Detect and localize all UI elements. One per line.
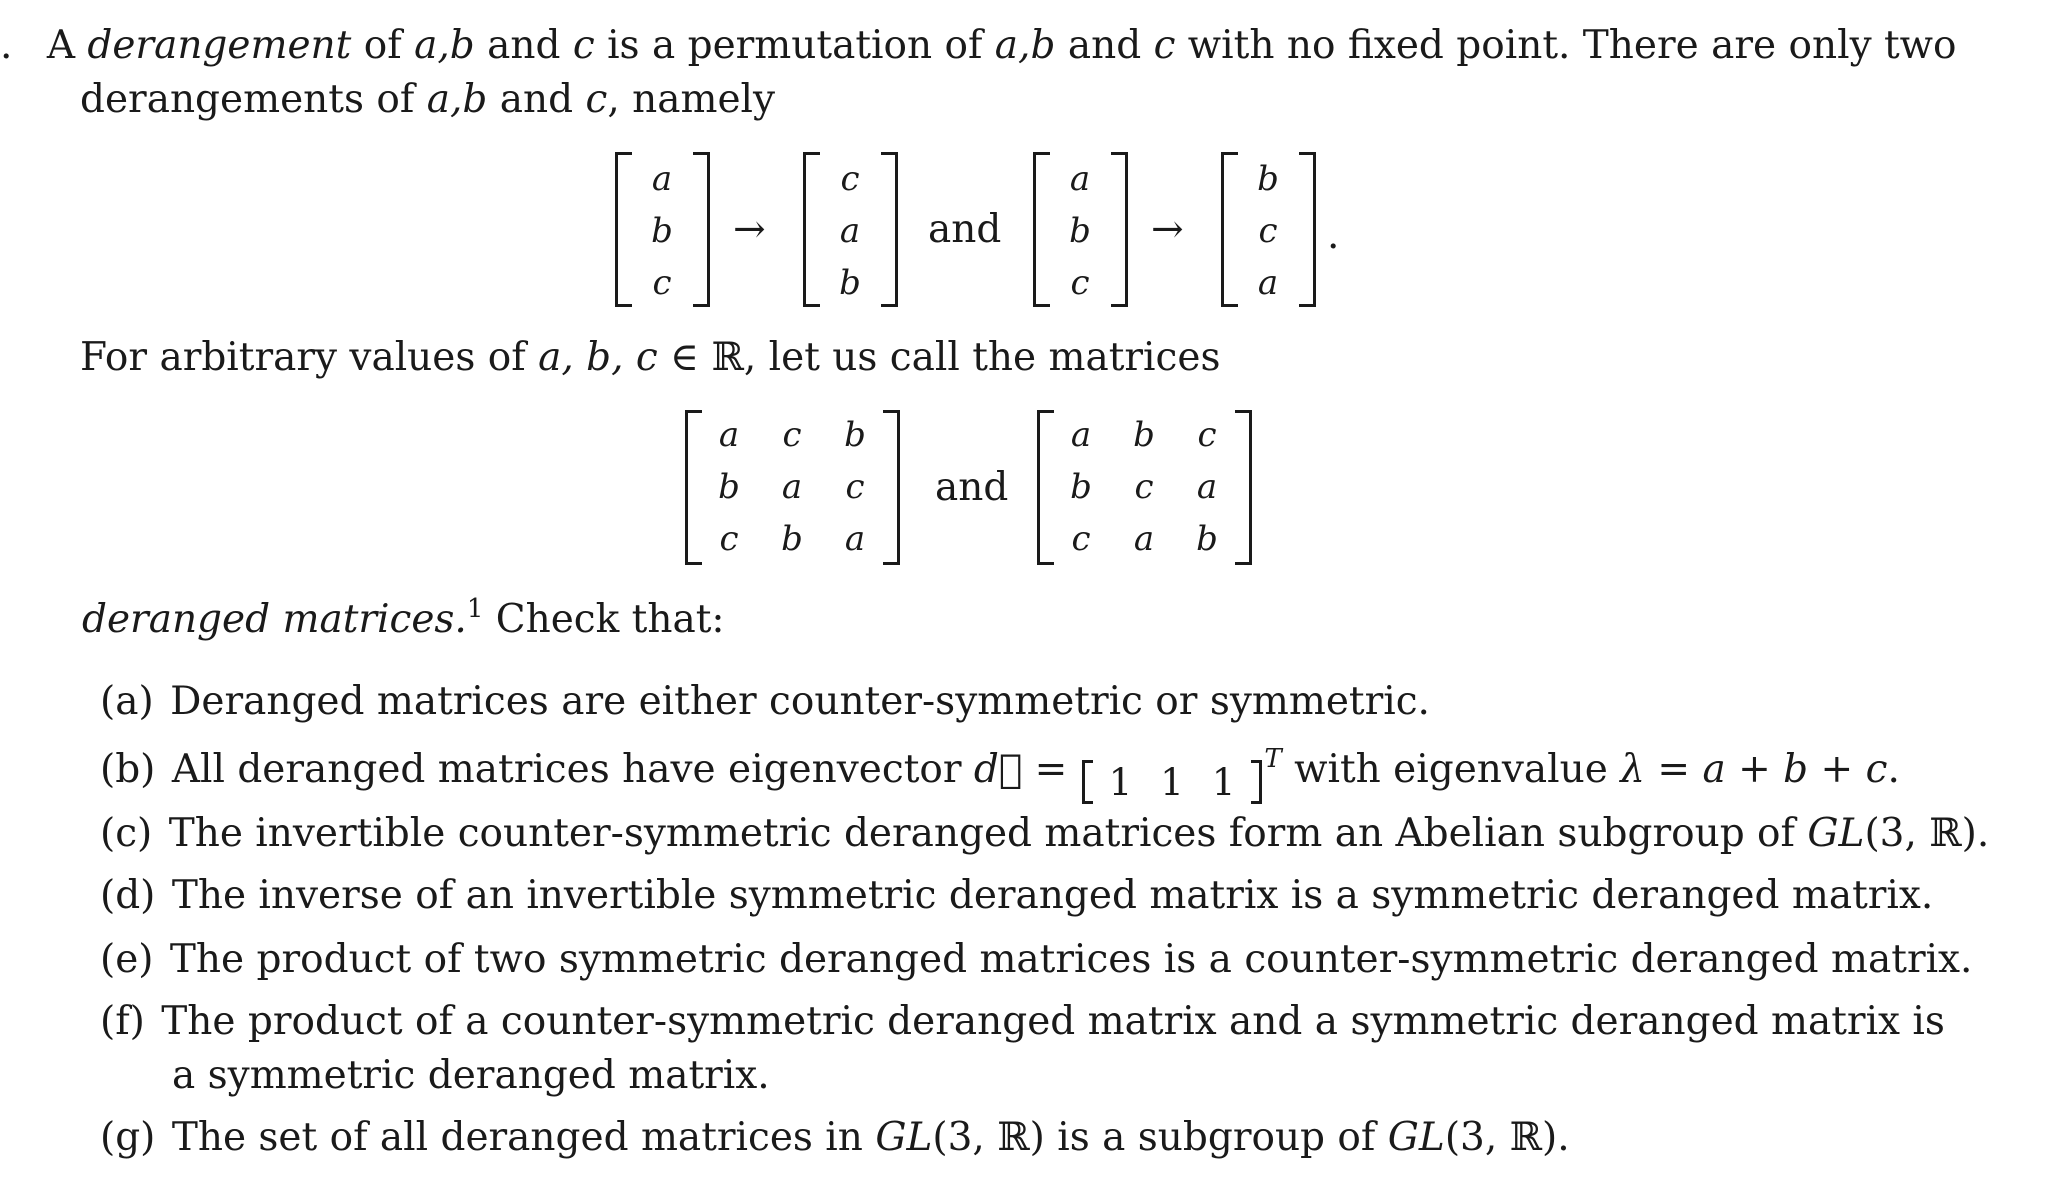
- intro-fixed-point-text: with no fixed point. There are only two: [1175, 23, 1957, 68]
- item-label: (e): [100, 937, 154, 982]
- list-item-b: [100, 744, 1900, 804]
- term-derangement: derangement: [87, 23, 352, 68]
- period: .: [1976, 811, 1990, 856]
- var-a: a: [426, 77, 450, 122]
- item-text: All deranged matrices have eigenvector: [171, 747, 974, 792]
- var-c: c: [1153, 23, 1176, 68]
- element-of: ∈: [657, 335, 712, 380]
- arbitrary-values-line: [80, 335, 1221, 380]
- period: .: [1887, 747, 1900, 792]
- matrix-entry: c: [845, 467, 865, 507]
- var-a: a: [994, 23, 1019, 68]
- item-text: The inverse of an invertible symmetric deranged matrix is a symmetric deranged matrix.: [171, 873, 1934, 918]
- item-label: (f): [100, 999, 145, 1044]
- matrix-entry: c: [1071, 519, 1091, 559]
- row-vector: [1082, 760, 1263, 804]
- arbitrary-text: For arbitrary values of: [80, 335, 539, 380]
- matrix-entry: b: [781, 519, 803, 559]
- item-text: The invertible counter-symmetric deranged matrices form an Abelian subgroup of: [168, 811, 1808, 856]
- lambda-symbol: λ: [1620, 747, 1645, 792]
- vector-entry: b: [839, 263, 861, 303]
- list-item-e: [100, 937, 1973, 982]
- item-text: The product of a counter-symmetric deranged matrix and a symmetric deranged matrix is: [161, 999, 1945, 1044]
- var-b: b: [462, 77, 488, 122]
- transpose-marker: T: [1264, 744, 1282, 774]
- vector-entry: 1: [1211, 761, 1236, 804]
- comma: ,: [449, 77, 463, 122]
- symmetric-matrix: [1037, 410, 1252, 565]
- column-vector-bca: [1221, 152, 1316, 307]
- vars-abc: a, b, c: [538, 335, 658, 380]
- equals: =: [1644, 747, 1703, 792]
- matrix-entry: a: [718, 415, 740, 455]
- gl-symbol: GL: [875, 1115, 933, 1160]
- gl-argument: (3, ℝ): [932, 1115, 1045, 1160]
- gl-symbol: GL: [1807, 811, 1865, 856]
- arrow-icon: →: [733, 207, 766, 252]
- var-b: b: [449, 23, 475, 68]
- bullet: .: [0, 23, 13, 68]
- eigenvalue-sum: a + b + c: [1702, 747, 1888, 792]
- deranged-matrices-display: [685, 410, 1265, 570]
- intro-permutation-text: is a permutation of: [594, 23, 995, 68]
- item-label: (a): [100, 679, 154, 724]
- gl-symbol: GL: [1387, 1115, 1445, 1160]
- intro-of: of: [351, 23, 415, 68]
- item-text: The product of two symmetric deranged matrices is a counter-symmetric deranged matrix.: [169, 937, 1973, 982]
- footnote-marker[interactable]: 1: [466, 594, 484, 624]
- var-c: c: [572, 23, 595, 68]
- vector-entry: a: [1069, 159, 1091, 199]
- matrix-entry: a: [781, 467, 803, 507]
- item-text: is a subgroup of: [1044, 1115, 1388, 1160]
- and-word: and: [935, 465, 1009, 510]
- item-text: Deranged matrices are either counter-symmetric or symmetric.: [170, 679, 1430, 724]
- item-text: The set of all deranged matrices in: [171, 1115, 876, 1160]
- call-matrices-text: , let us call the matrices: [743, 335, 1221, 380]
- check-that-text: Check that:: [483, 597, 725, 642]
- period: .: [1557, 1115, 1570, 1160]
- reals-symbol: ℝ: [711, 335, 744, 380]
- item-label: (d): [100, 873, 156, 918]
- vector-entry: 1: [1108, 761, 1133, 804]
- var-c: c: [585, 77, 608, 122]
- list-item-d: [100, 873, 1934, 918]
- vector-entry: 1: [1160, 761, 1184, 804]
- var-a: a: [414, 23, 438, 68]
- item-text: with eigenvalue: [1281, 747, 1621, 792]
- and-word: and: [928, 207, 1002, 252]
- matrix-entry: a: [1133, 519, 1155, 559]
- column-vector-cab: [803, 152, 898, 307]
- list-item-a: [100, 679, 1430, 724]
- matrix-entry: c: [782, 415, 802, 455]
- matrix-entry: c: [719, 519, 739, 559]
- matrix-entry: a: [1196, 467, 1218, 507]
- vector-entry: c: [652, 263, 672, 303]
- vector-entry: c: [1258, 211, 1278, 251]
- vector-entry: a: [1257, 263, 1279, 303]
- gl-argument: (3, ℝ): [1864, 811, 1977, 856]
- vector-entry: b: [1069, 211, 1091, 251]
- item-label: (b): [100, 747, 156, 792]
- matrix-entry: a: [1070, 415, 1092, 455]
- list-item-f-continued: [172, 1053, 770, 1098]
- matrix-entry: c: [1197, 415, 1217, 455]
- matrix-entry: b: [1196, 519, 1218, 559]
- vector-entry: c: [840, 159, 860, 199]
- vector-d: d⃗: [973, 747, 1023, 792]
- matrix-entry: a: [844, 519, 866, 559]
- and-word: and: [487, 77, 586, 122]
- matrix-entry: b: [1070, 467, 1092, 507]
- and-word: and: [1055, 23, 1154, 68]
- vector-entry: b: [1257, 159, 1279, 199]
- equals: =: [1022, 747, 1080, 792]
- intro-text-start: A: [46, 23, 88, 68]
- vector-entry: b: [651, 211, 673, 251]
- item-text: a symmetric deranged matrix.: [172, 1053, 770, 1098]
- list-item-c: [100, 811, 1990, 856]
- vector-entry: c: [1070, 263, 1090, 303]
- gl-argument: (3, ℝ): [1444, 1115, 1558, 1160]
- vector-entry: a: [651, 159, 673, 199]
- term-deranged-matrices: deranged matrices.: [82, 597, 467, 642]
- comma: ,: [437, 23, 450, 68]
- period: .: [1327, 213, 1340, 258]
- intro-line-2: [80, 77, 776, 122]
- column-vector-abc-2: [1033, 152, 1128, 307]
- list-item-f: [100, 999, 1945, 1044]
- vector-entry: a: [839, 211, 861, 251]
- intro-line-1: [0, 23, 1957, 68]
- deranged-matrices-line: [82, 594, 725, 642]
- intro-derangements-of: derangements of: [80, 77, 427, 122]
- column-vector-abc: [615, 152, 710, 307]
- list-item-g: [100, 1115, 1570, 1160]
- derangement-display: [615, 152, 1355, 312]
- var-b: b: [1030, 23, 1056, 68]
- and-word: and: [474, 23, 573, 68]
- matrix-entry: c: [1134, 467, 1154, 507]
- matrix-entry: b: [844, 415, 866, 455]
- item-label: (c): [100, 811, 153, 856]
- intro-namely: , namely: [607, 77, 776, 122]
- counter-symmetric-matrix: [685, 410, 900, 565]
- matrix-entry: b: [718, 467, 740, 507]
- matrix-entry: b: [1133, 415, 1155, 455]
- comma: ,: [1018, 23, 1031, 68]
- arrow-icon: →: [1151, 207, 1184, 252]
- item-label: (g): [100, 1115, 156, 1160]
